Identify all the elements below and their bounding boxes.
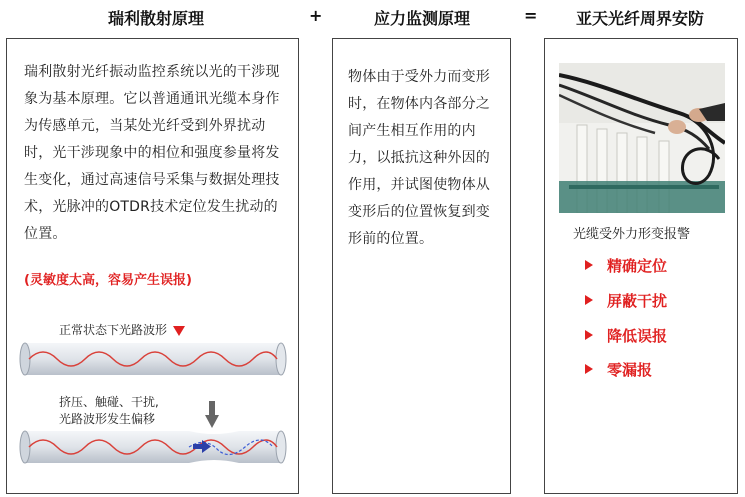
feature-label: 降低误报 [607,327,668,345]
rayleigh-panel [6,38,299,494]
normal-fiber-diagram [19,339,287,379]
triangle-right-icon [585,260,593,270]
feature-label: 精确定位 [607,257,668,275]
rayleigh-description: 瑞利散射光纤振动监控系统以光的干涉现象为基本原理。它以普通通讯光缆本身作为传感单元，当某处光纤受到外界扰动时，光干涉现象中的相位和强度参量将发生变化，通过高速信号采集与数据处理技术，光脉冲的OTDR技术定位发生扰动的位置。 [24,64,280,242]
equals-sign: = [524,6,538,25]
stress-description: 物体由于受外力而变形时，在物体内各部分之间产生相互作用的内力，以抵抗这种外因的作用，并试图使物体从变形后的位置恢复到变形前的位置。 [348,69,490,247]
triangle-right-icon [585,330,593,340]
feature-zero-missed-alarms [585,359,652,380]
cable-alarm-caption: 光缆受外力形变报警 [573,227,691,242]
header-rayleigh: 瑞利散射原理 [108,9,205,28]
feature-label: 屏蔽干扰 [607,292,668,310]
disturbed-label-line2: 光路波形发生偏移 [59,412,156,426]
plus-sign: + [309,6,323,25]
feature-label: 零漏报 [607,361,653,379]
fiber-tube-right-end [276,431,286,463]
yatian-panel [544,38,738,494]
disturbed-fiber-diagram [19,425,287,469]
triangle-right-icon [585,364,593,374]
fiber-tube-left-end [20,343,30,375]
fiber-tube-left-end [20,431,30,463]
sensitivity-warning: (灵敏度太高，容易产生误报) [24,273,192,288]
normal-state-text: 正常状态下光路波形 [59,323,168,337]
disturbed-label-line1: 挤压、触碰、干扰, [59,395,159,409]
fence-cable-photo [559,63,725,213]
header-stress: 应力监测原理 [374,9,471,28]
triangle-down-icon [173,326,185,336]
fiber-tube-body [25,343,281,375]
feature-reduce-false-alarms [585,325,667,346]
fiber-tube-right-end [276,343,286,375]
normal-state-label [59,322,185,339]
feature-precise-location [585,255,667,276]
triangle-right-icon [585,295,593,305]
disturbed-state-label [59,394,159,428]
stress-panel [332,38,511,494]
feature-shield-interference [585,290,667,311]
fiber-tube-body-pressed [25,431,281,463]
header-yatian: 亚天光纤周界安防 [576,9,705,28]
